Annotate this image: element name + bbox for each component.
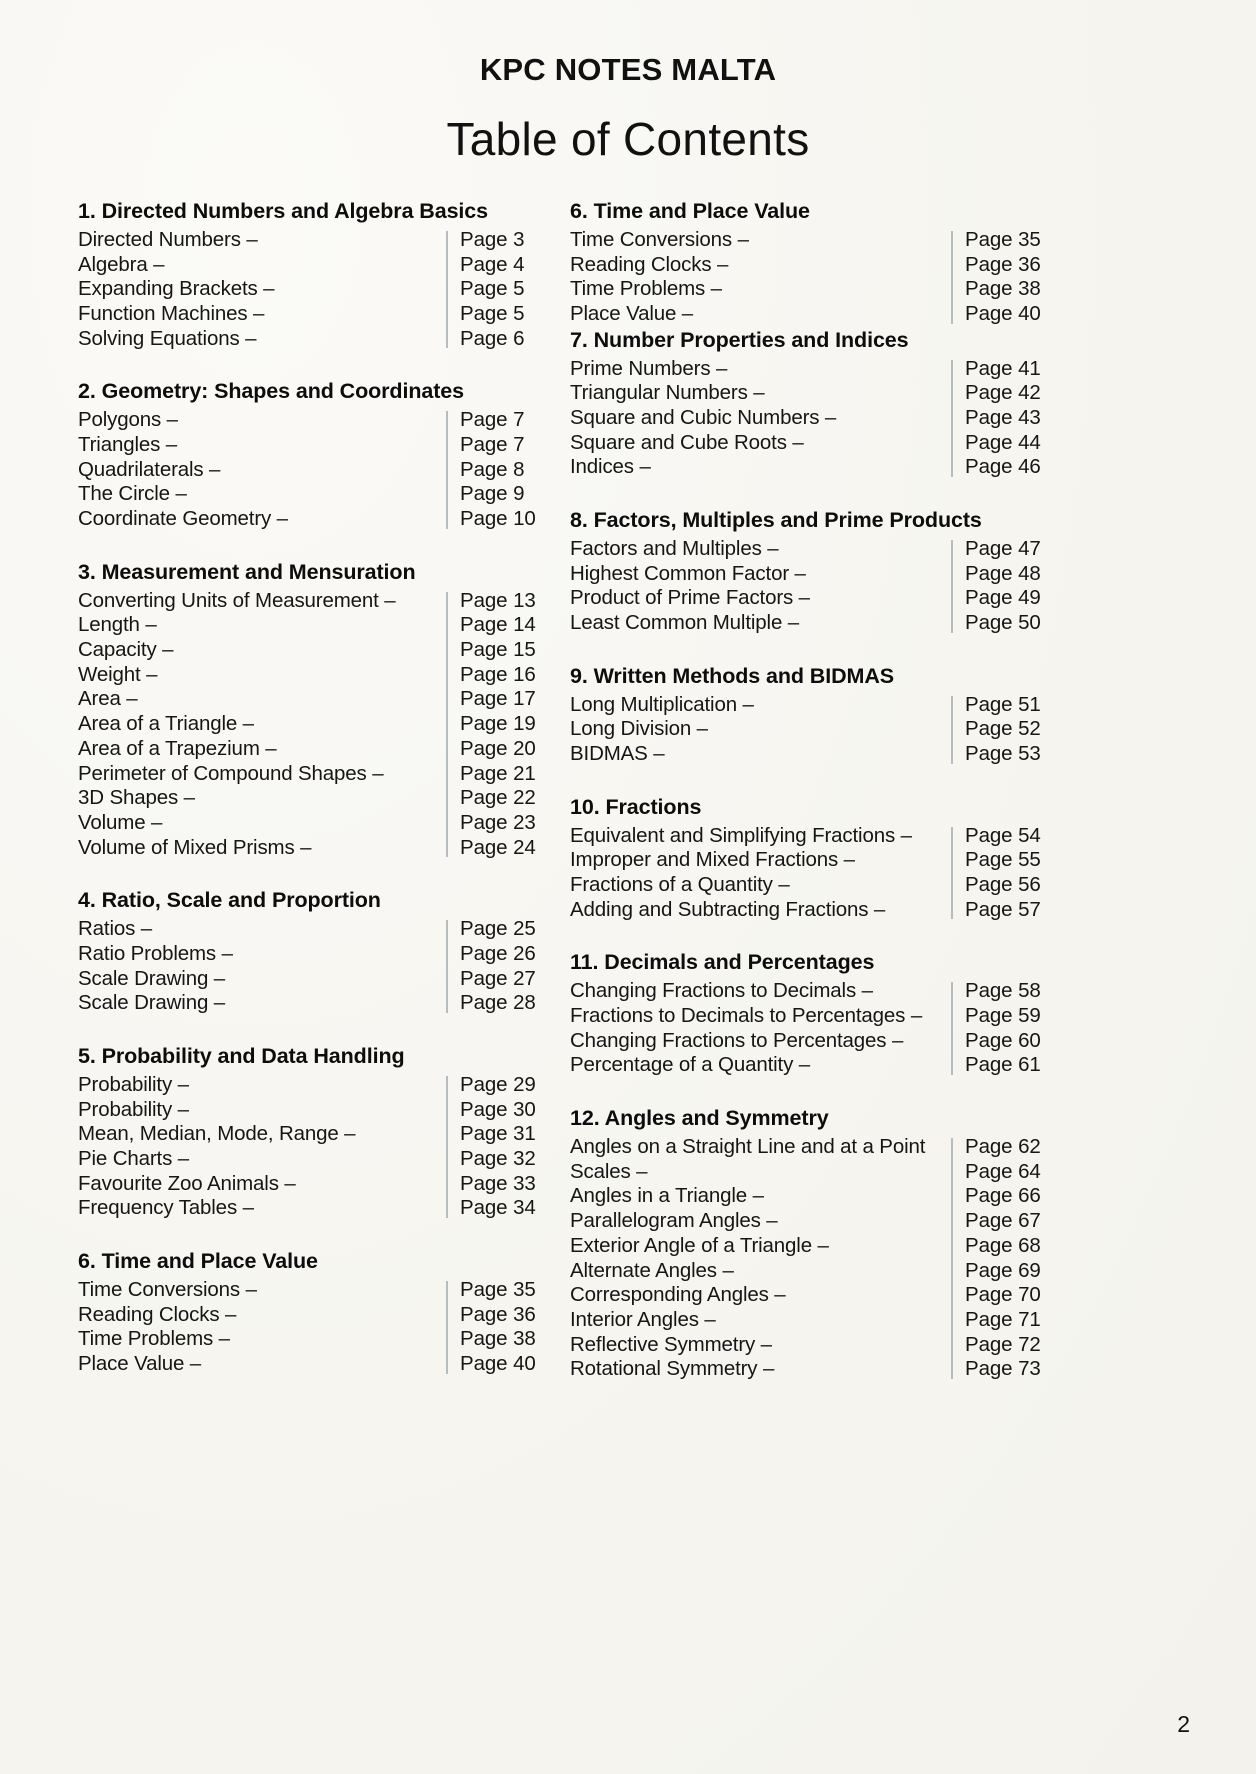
toc-entry-page-number: Page 6 — [460, 326, 525, 350]
toc-entry[interactable] — [570, 1283, 1070, 1308]
toc-entry[interactable] — [78, 712, 552, 737]
toc-entry-page-number: Page 8 — [460, 457, 525, 481]
toc-entry[interactable] — [570, 586, 1070, 611]
toc-entry[interactable] — [570, 1029, 1070, 1054]
toc-entry-page-number: Page 72 — [965, 1332, 1041, 1356]
toc-entry[interactable] — [78, 589, 552, 614]
toc-entry[interactable] — [570, 1184, 1070, 1209]
toc-entry-list — [570, 228, 1070, 327]
toc-entry-page-number: Page 25 — [460, 917, 536, 941]
toc-entry-label: Area of a Triangle – — [78, 712, 254, 736]
toc-entry-page-number: Page 57 — [965, 897, 1041, 921]
toc-entry-page-number: Page 5 — [460, 302, 525, 325]
toc-section-title: 6. Time and Place Value — [78, 1249, 318, 1273]
toc-entry-label: Alternate Angles – — [570, 1258, 734, 1282]
toc-entry[interactable] — [570, 1135, 1070, 1160]
toc-entry[interactable] — [78, 638, 552, 663]
toc-entry-label: Directed Numbers – — [78, 227, 258, 251]
toc-entry-label: Reflective Symmetry – — [570, 1332, 772, 1356]
toc-entry-page-number: Page 44 — [965, 430, 1041, 454]
toc-section-title: 4. Ratio, Scale and Proportion — [78, 888, 381, 913]
toc-entry[interactable] — [78, 811, 552, 836]
toc-entry[interactable] — [78, 1098, 552, 1123]
toc-entry-page-number: Page 67 — [965, 1209, 1041, 1233]
toc-entry-label: The Circle – — [78, 482, 187, 506]
toc-entry-label: Square and Cube Roots – — [570, 430, 804, 454]
toc-entry-page-number: Page 71 — [965, 1307, 1041, 1331]
toc-entry-label: Triangular Numbers – — [570, 381, 765, 405]
toc-entry-page-number: Page 34 — [460, 1196, 536, 1220]
toc-entry-list — [570, 824, 1070, 923]
toc-entry[interactable] — [78, 1327, 552, 1352]
toc-entry[interactable] — [570, 277, 1070, 302]
toc-entry-list — [78, 1073, 552, 1221]
toc-entry-label: Capacity – — [78, 638, 174, 662]
toc-column-right — [570, 198, 1070, 1382]
toc-entry-list — [78, 1278, 552, 1377]
toc-entry-page-number: Page 69 — [965, 1258, 1041, 1282]
toc-entry-label: Parallelogram Angles – — [570, 1209, 778, 1233]
toc-entry-label: Highest Common Factor – — [570, 561, 806, 585]
toc-entry[interactable] — [570, 693, 1070, 718]
toc-entry[interactable] — [78, 737, 552, 762]
toc-section-title: 12. Angles and Symmetry — [570, 1106, 829, 1131]
toc-section — [78, 1248, 552, 1377]
toc-entry-page-number: Page 27 — [460, 966, 536, 990]
toc-entry[interactable] — [78, 1352, 552, 1377]
toc-entry-label: Long Division – — [570, 717, 708, 741]
toc-entry-page-number: Page 3 — [460, 227, 525, 251]
toc-section — [570, 663, 1070, 767]
toc-entry-label: Time Problems – — [570, 277, 722, 301]
toc-entry-label: Volume – — [78, 810, 163, 834]
toc-entry-page-number: Page 35 — [460, 1277, 536, 1301]
toc-entry-label: Equivalent and Simplifying Fractions – — [570, 823, 912, 847]
toc-entry-page-number: Page 29 — [460, 1072, 536, 1096]
toc-entry-page-number: Page 68 — [965, 1233, 1041, 1257]
toc-entry-label: Function Machines – — [78, 302, 265, 325]
toc-entry-list — [78, 917, 552, 1016]
toc-entry[interactable] — [570, 979, 1070, 1004]
toc-entry[interactable] — [570, 824, 1070, 849]
toc-section — [78, 198, 552, 351]
toc-entry[interactable] — [570, 1357, 1070, 1382]
toc-section-title: 11. Decimals and Percentages — [570, 950, 875, 975]
toc-section-title: 2. Geometry: Shapes and Coordinates — [78, 379, 464, 404]
toc-entry-label: Fractions of a Quantity – — [570, 873, 790, 897]
toc-section — [570, 507, 1070, 636]
toc-entry-label: Pie Charts – — [78, 1146, 190, 1170]
toc-entry-page-number: Page 30 — [460, 1097, 536, 1121]
toc-entry-page-number: Page 40 — [460, 1352, 536, 1375]
toc-entry-page-number: Page 42 — [965, 381, 1041, 405]
toc-entry[interactable] — [78, 1147, 552, 1172]
toc-entry-label: Improper and Mixed Fractions – — [570, 848, 855, 872]
toc-entry[interactable] — [78, 942, 552, 967]
toc-entry-page-number: Page 4 — [460, 252, 525, 276]
footer-page-number: 2 — [1177, 1711, 1190, 1737]
toc-entry-page-number: Page 40 — [965, 302, 1041, 325]
toc-entry-label: Reading Clocks – — [570, 252, 729, 276]
toc-entry-page-number: Page 64 — [965, 1159, 1041, 1183]
toc-entry[interactable] — [570, 1308, 1070, 1333]
toc-entry[interactable] — [78, 482, 552, 507]
page-title: Table of Contents — [446, 113, 810, 165]
toc-entry[interactable] — [78, 836, 552, 861]
toc-entry[interactable] — [78, 786, 552, 811]
toc-entry[interactable] — [78, 507, 552, 532]
toc-section — [78, 378, 552, 531]
toc-entry-page-number: Page 22 — [460, 786, 536, 810]
toc-entry-list — [78, 589, 552, 861]
toc-entry[interactable] — [570, 1160, 1070, 1185]
toc-section — [78, 559, 552, 861]
toc-entry[interactable] — [570, 898, 1070, 923]
toc-entry[interactable] — [78, 228, 552, 253]
toc-entry[interactable] — [78, 1278, 552, 1303]
toc-entry-page-number: Page 13 — [460, 588, 536, 612]
toc-entry-page-number: Page 48 — [965, 561, 1041, 585]
toc-entry[interactable] — [78, 1303, 552, 1328]
toc-entry-page-number: Page 9 — [460, 482, 525, 506]
toc-entry-label: Area of a Trapezium – — [78, 736, 277, 760]
toc-entry-label: Time Conversions – — [78, 1277, 257, 1301]
toc-section — [570, 794, 1070, 923]
toc-entry-page-number: Page 46 — [965, 455, 1041, 479]
toc-entry-page-number: Page 7 — [460, 408, 525, 432]
toc-entry-list — [78, 228, 552, 351]
toc-entry[interactable] — [78, 327, 552, 352]
toc-section-title: 6. Time and Place Value — [570, 199, 810, 223]
toc-entry-label: Frequency Tables – — [78, 1196, 254, 1220]
toc-entry[interactable] — [570, 1053, 1070, 1078]
toc-entry-page-number: Page 53 — [965, 742, 1041, 766]
toc-entry-label: Place Value – — [78, 1352, 202, 1375]
toc-entry-label: Reading Clocks – — [78, 1302, 237, 1326]
toc-entry-label: Changing Fractions to Decimals – — [570, 979, 873, 1003]
toc-entry-label: Time Problems – — [78, 1327, 230, 1351]
toc-entry-page-number: Page 17 — [460, 687, 536, 711]
toc-entry-label: Place Value – — [570, 302, 694, 325]
toc-entry-page-number: Page 31 — [460, 1122, 536, 1146]
toc-entry-label: Area – — [78, 687, 138, 711]
toc-entry-label: Interior Angles – — [570, 1307, 716, 1331]
toc-entry-label: Time Conversions – — [570, 227, 749, 251]
toc-entry-page-number: Page 70 — [965, 1283, 1041, 1307]
toc-entry-page-number: Page 66 — [965, 1184, 1041, 1208]
toc-entry-page-number: Page 54 — [965, 823, 1041, 847]
toc-entry-label: Probability – — [78, 1097, 189, 1121]
toc-entry-label: Length – — [78, 613, 157, 637]
toc-section-title: 8. Factors, Multiples and Prime Products — [570, 508, 982, 533]
toc-entry-page-number: Page 52 — [965, 717, 1041, 741]
toc-entry-page-number: Page 62 — [965, 1135, 1041, 1159]
toc-entry-label: Expanding Brackets – — [78, 277, 275, 301]
toc-entry-label: Adding and Subtracting Fractions – — [570, 897, 886, 921]
toc-section-title: 3. Measurement and Mensuration — [78, 559, 416, 584]
toc-entry-page-number: Page 43 — [965, 406, 1041, 429]
toc-entry[interactable] — [78, 408, 552, 433]
toc-entry-label: Mean, Median, Mode, Range – — [78, 1122, 356, 1146]
toc-entry[interactable] — [78, 253, 552, 278]
toc-entry-list — [570, 693, 1070, 767]
toc-section — [570, 198, 1070, 327]
toc-entry-page-number: Page 26 — [460, 941, 536, 965]
toc-entry-label: Least Common Multiple – — [570, 611, 799, 635]
toc-entry-label: Favourite Zoo Animals – — [78, 1171, 296, 1195]
toc-entry[interactable] — [570, 1333, 1070, 1358]
toc-entry-label: Angles in a Triangle – — [570, 1184, 764, 1208]
toc-entry[interactable] — [78, 967, 552, 992]
toc-entry-page-number: Page 59 — [965, 1004, 1041, 1028]
toc-entry-label: Weight – — [78, 662, 158, 686]
toc-entry[interactable] — [570, 431, 1070, 456]
toc-entry[interactable] — [570, 1259, 1070, 1284]
toc-entry-page-number: Page 58 — [965, 979, 1041, 1003]
toc-entry[interactable] — [78, 917, 552, 942]
toc-entry-page-number: Page 19 — [460, 712, 536, 736]
toc-entry[interactable] — [570, 1234, 1070, 1259]
toc-entry[interactable] — [78, 1073, 552, 1098]
toc-entry[interactable] — [570, 1209, 1070, 1234]
toc-entry-label: Coordinate Geometry – — [78, 507, 288, 531]
toc-entry[interactable] — [570, 302, 1070, 327]
toc-entry-label: Probability – — [78, 1072, 189, 1096]
toc-section-title: 7. Number Properties and Indices — [570, 327, 909, 352]
toc-section-title: 1. Directed Numbers and Algebra Basics — [78, 199, 489, 223]
toc-entry-label: Algebra – — [78, 252, 165, 276]
toc-entry[interactable] — [78, 687, 552, 712]
toc-entry[interactable] — [78, 302, 552, 327]
toc-entry-label: Angles on a Straight Line and at a Point — [570, 1135, 926, 1159]
toc-entry-label: Perimeter of Compound Shapes – — [78, 761, 384, 785]
toc-entry-page-number: Page 55 — [965, 848, 1041, 872]
toc-entry[interactable] — [570, 381, 1070, 406]
toc-entry-label: Volume of Mixed Prisms – — [78, 835, 312, 859]
toc-entry-label: Rotational Symmetry – — [570, 1357, 775, 1381]
toc-entry-page-number: Page 33 — [460, 1171, 536, 1195]
toc-entry[interactable] — [78, 1172, 552, 1197]
toc-entry-label: Long Multiplication – — [570, 692, 754, 716]
toc-entry-label: BIDMAS – — [570, 742, 665, 766]
toc-entry-list — [570, 1135, 1070, 1382]
toc-entry-page-number: Page 51 — [965, 692, 1041, 716]
toc-entry-label: Changing Fractions to Percentages – — [570, 1028, 904, 1052]
toc-entry-label: Triangles – — [78, 433, 177, 456]
toc-entry-page-number: Page 15 — [460, 638, 536, 662]
toc-entry-label: Indices – — [570, 455, 651, 479]
toc-entry-list — [570, 357, 1070, 480]
toc-entry-label: 3D Shapes – — [78, 786, 195, 810]
toc-entry[interactable] — [78, 1122, 552, 1147]
toc-entry-label: Quadrilaterals – — [78, 457, 221, 481]
toc-entry[interactable] — [570, 562, 1070, 587]
toc-entry-page-number: Page 10 — [460, 507, 536, 531]
toc-entry-label: Corresponding Angles – — [570, 1283, 786, 1307]
toc-section-title: 10. Fractions — [570, 794, 702, 819]
toc-entry[interactable] — [78, 433, 552, 458]
toc-entry[interactable] — [78, 1196, 552, 1221]
toc-entry[interactable] — [78, 277, 552, 302]
toc-entry-label: Product of Prime Factors – — [570, 586, 810, 610]
toc-section-title: 5. Probability and Data Handling — [78, 1043, 405, 1068]
toc-section — [78, 887, 552, 1016]
toc-entry-label: Percentage of a Quantity – — [570, 1053, 810, 1077]
toc-entry-page-number: Page 61 — [965, 1053, 1041, 1077]
toc-entry[interactable] — [570, 253, 1070, 278]
toc-section-title: 9. Written Methods and BIDMAS — [570, 663, 894, 688]
toc-entry-page-number: Page 56 — [965, 873, 1041, 897]
toc-entry-list — [570, 979, 1070, 1078]
toc-entry-page-number: Page 24 — [460, 835, 536, 859]
toc-entry[interactable] — [570, 455, 1070, 480]
toc-entry-label: Fractions to Decimals to Percentages – — [570, 1004, 923, 1028]
toc-section — [570, 327, 1070, 480]
toc-entry-page-number: Page 35 — [965, 227, 1041, 251]
toc-entry-label: Square and Cubic Numbers – — [570, 406, 837, 429]
toc-entry[interactable] — [570, 357, 1070, 382]
toc-entry[interactable] — [570, 717, 1070, 742]
toc-entry[interactable] — [78, 762, 552, 787]
toc-entry-page-number: Page 7 — [460, 433, 525, 456]
toc-entry-label: Exterior Angle of a Triangle – — [570, 1233, 829, 1257]
toc-entry-page-number: Page 32 — [460, 1146, 536, 1170]
toc-entry-label: Prime Numbers – — [570, 356, 728, 380]
toc-entry-page-number: Page 21 — [460, 761, 536, 785]
toc-section — [570, 949, 1070, 1078]
toc-entry-page-number: Page 20 — [460, 736, 536, 760]
toc-columns — [0, 198, 1256, 1382]
toc-entry-page-number: Page 36 — [460, 1302, 536, 1326]
toc-entry-page-number: Page 49 — [965, 586, 1041, 610]
toc-entry-page-number: Page 47 — [965, 537, 1041, 560]
toc-entry-page-number: Page 38 — [460, 1327, 536, 1351]
toc-entry-label: Scales – — [570, 1159, 648, 1183]
toc-entry[interactable] — [78, 663, 552, 688]
toc-entry[interactable] — [78, 458, 552, 483]
toc-entry[interactable] — [570, 406, 1070, 431]
toc-entry[interactable] — [570, 228, 1070, 253]
toc-entry[interactable] — [570, 611, 1070, 636]
toc-entry-label: Solving Equations – — [78, 326, 257, 350]
toc-section — [78, 1043, 552, 1221]
toc-entry-page-number: Page 73 — [965, 1357, 1041, 1381]
toc-entry-page-number: Page 36 — [965, 252, 1041, 276]
toc-entry-page-number: Page 23 — [460, 810, 536, 834]
toc-entry[interactable] — [570, 537, 1070, 562]
toc-entry[interactable] — [570, 1004, 1070, 1029]
toc-entry[interactable] — [570, 873, 1070, 898]
toc-entry-label: Ratios – — [78, 917, 153, 941]
toc-entry-label: Scale Drawing – — [78, 966, 226, 990]
toc-entry[interactable] — [570, 848, 1070, 873]
toc-entry-label: Polygons – — [78, 408, 178, 432]
toc-entry-page-number: Page 41 — [965, 356, 1041, 380]
toc-entry[interactable] — [78, 991, 552, 1016]
toc-entry-label: Scale Drawing – — [78, 991, 226, 1015]
toc-entry[interactable] — [78, 613, 552, 638]
toc-section — [570, 1105, 1070, 1382]
toc-entry-list — [78, 408, 552, 531]
toc-entry-page-number: Page 28 — [460, 991, 536, 1015]
toc-entry-page-number: Page 14 — [460, 613, 536, 637]
toc-column-left — [78, 198, 552, 1382]
toc-entry-page-number: Page 50 — [965, 611, 1041, 635]
toc-entry-page-number: Page 60 — [965, 1028, 1041, 1052]
masthead-title: KPC NOTES MALTA — [479, 52, 777, 87]
toc-entry[interactable] — [570, 742, 1070, 767]
toc-entry-page-number: Page 5 — [460, 277, 525, 301]
toc-entry-page-number: Page 38 — [965, 277, 1041, 301]
toc-entry-list — [570, 537, 1070, 636]
toc-entry-label: Ratio Problems – — [78, 941, 233, 965]
toc-entry-page-number: Page 16 — [460, 662, 536, 686]
toc-entry-label: Converting Units of Measurement – — [78, 588, 396, 612]
toc-entry-label: Factors and Multiples – — [570, 537, 779, 560]
